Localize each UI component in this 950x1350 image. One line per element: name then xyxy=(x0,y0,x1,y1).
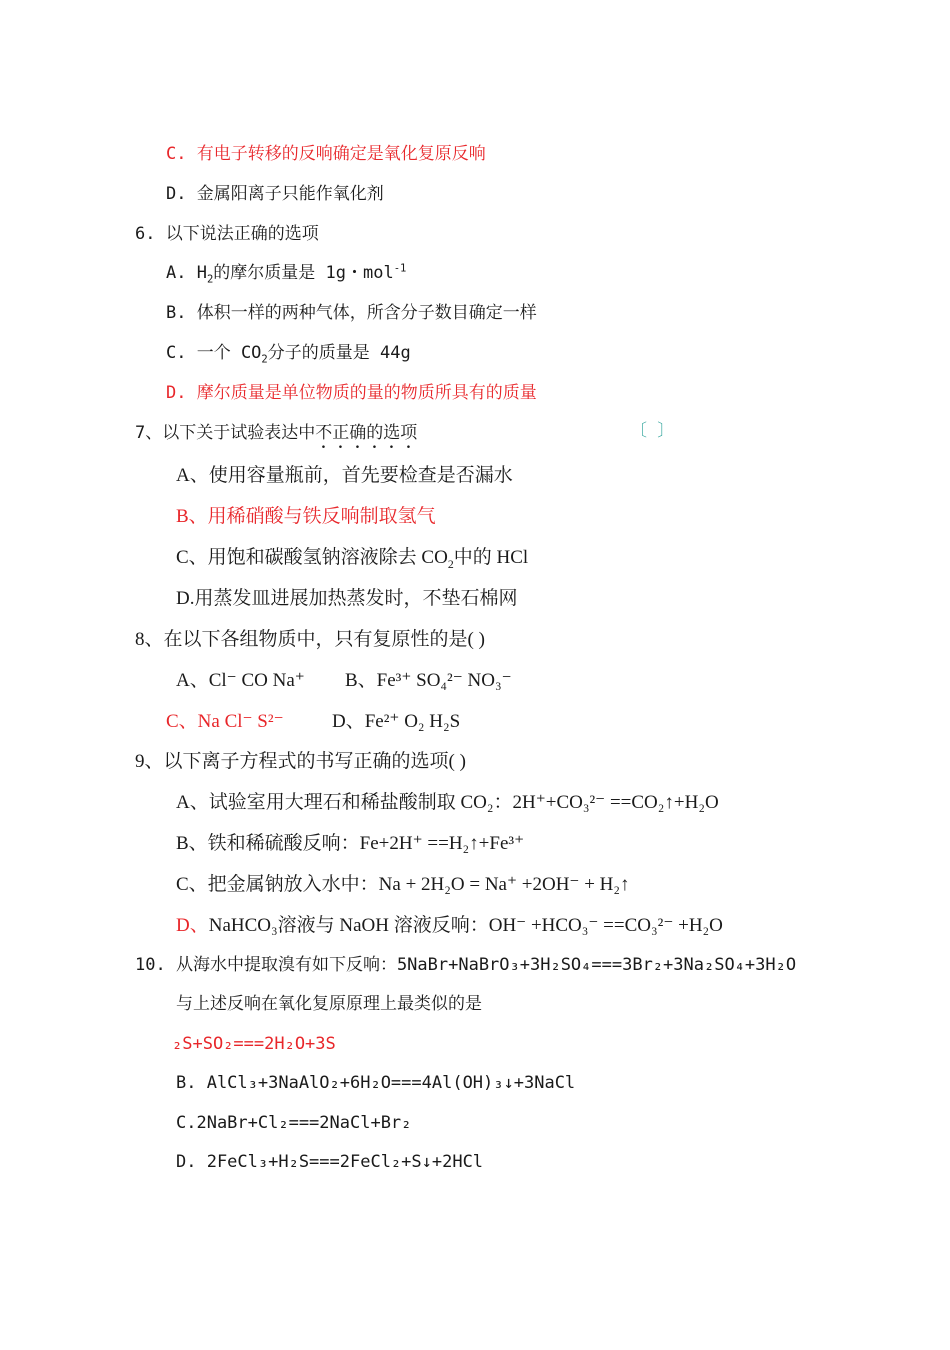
q10-option-a: ₂S+SO₂===2H₂O+3S xyxy=(172,1034,336,1054)
q8-option-b: B、Fe³⁺ SO₄²⁻ NO₃⁻ xyxy=(345,670,512,691)
q9-option-c: C、把金属钠放入水中：Na + 2H₂O = Na⁺ +2OH⁻ + H₂↑ xyxy=(176,874,630,895)
q10-option-c: C.2NaBr+Cl₂===2NaCl+Br₂ xyxy=(176,1113,412,1133)
q6-option-d: D. 摩尔质量是单位物质的量的物质所具有的质量 xyxy=(166,383,537,403)
q8-stem: 8、在以下各组物质中，只有复原性的是( ) xyxy=(135,629,485,650)
q9-stem: 9、以下离子方程式的书写正确的选项( ) xyxy=(135,751,466,772)
q8-option-a: A、Cl⁻ CO Na⁺ xyxy=(176,670,305,691)
q10-stem-continued: 与上述反响在氧化复原原理上最类似的是 xyxy=(176,994,482,1014)
q8-option-c: C、Na Cl⁻ S²⁻ xyxy=(166,711,284,732)
q9-option-b: B、铁和稀硫酸反响：Fe+2H⁺ ==H₂↑+Fe³⁺ xyxy=(176,833,525,854)
q9-option-d: D、NaHCO₃溶液与 NaOH 溶液反响：OH⁻ +HCO₃⁻ ==CO₃²⁻ +H₂O xyxy=(176,915,723,936)
q7-option-c: C、用饱和碳酸氢钠溶液除去 $CO_2$中的 HCl xyxy=(176,547,529,571)
q7-option-b: B、用稀硝酸与铁反响制取氢气 xyxy=(176,506,436,527)
q8-option-d: D、Fe²⁺ O₂ H₂S xyxy=(332,711,461,732)
q10-option-b: B. AlCl₃+3NaAlO₂+6H₂O===4Al(OH)₃↓+3NaCl xyxy=(176,1073,576,1093)
q5-option-d: D. 金属阳离子只能作氧化剂 xyxy=(166,184,384,204)
q9-option-d-label: D、 xyxy=(176,915,209,936)
q5-option-c: C. 有电子转移的反响确定是氧化复原反响 xyxy=(166,144,486,164)
q10-option-d: D. 2FeCl₃+H₂S===2FeCl₂+S↓+2HCl xyxy=(176,1152,484,1172)
q7-emphasis: 不正确的选项 xyxy=(315,423,418,443)
q7-option-a: A、使用容量瓶前，首先要检查是否漏水 xyxy=(176,465,513,486)
q7-stem: 7、以下关于试验表达中不正确的选项 xyxy=(135,423,418,443)
q6-option-a: A. $H_2$的摩尔质量是 1g・mol$^{-1}$ xyxy=(166,262,407,286)
q7-option-d: D.用蒸发皿进展加热蒸发时，不垫石棉网 xyxy=(176,588,518,609)
q7-answer-bracket: 〔 〕 xyxy=(630,421,675,441)
q6-stem: 6. 以下说法正确的选项 xyxy=(135,224,319,244)
q9-option-a: A、试验室用大理石和稀盐酸制取 CO₂：2H⁺+CO₃²⁻ ==CO₂↑+H₂O xyxy=(176,792,719,813)
q6-option-b: B. 体积一样的两种气体，所含分子数目确定一样 xyxy=(166,303,537,323)
q6-option-c: C. 一个 $CO_2$分子的质量是 44g xyxy=(166,343,411,366)
q10-stem: 10. 从海水中提取溴有如下反响：5NaBr+NaBrO₃+3H₂SO₄===3Br₂+3Na₂SO₄+3H₂O xyxy=(135,955,797,975)
